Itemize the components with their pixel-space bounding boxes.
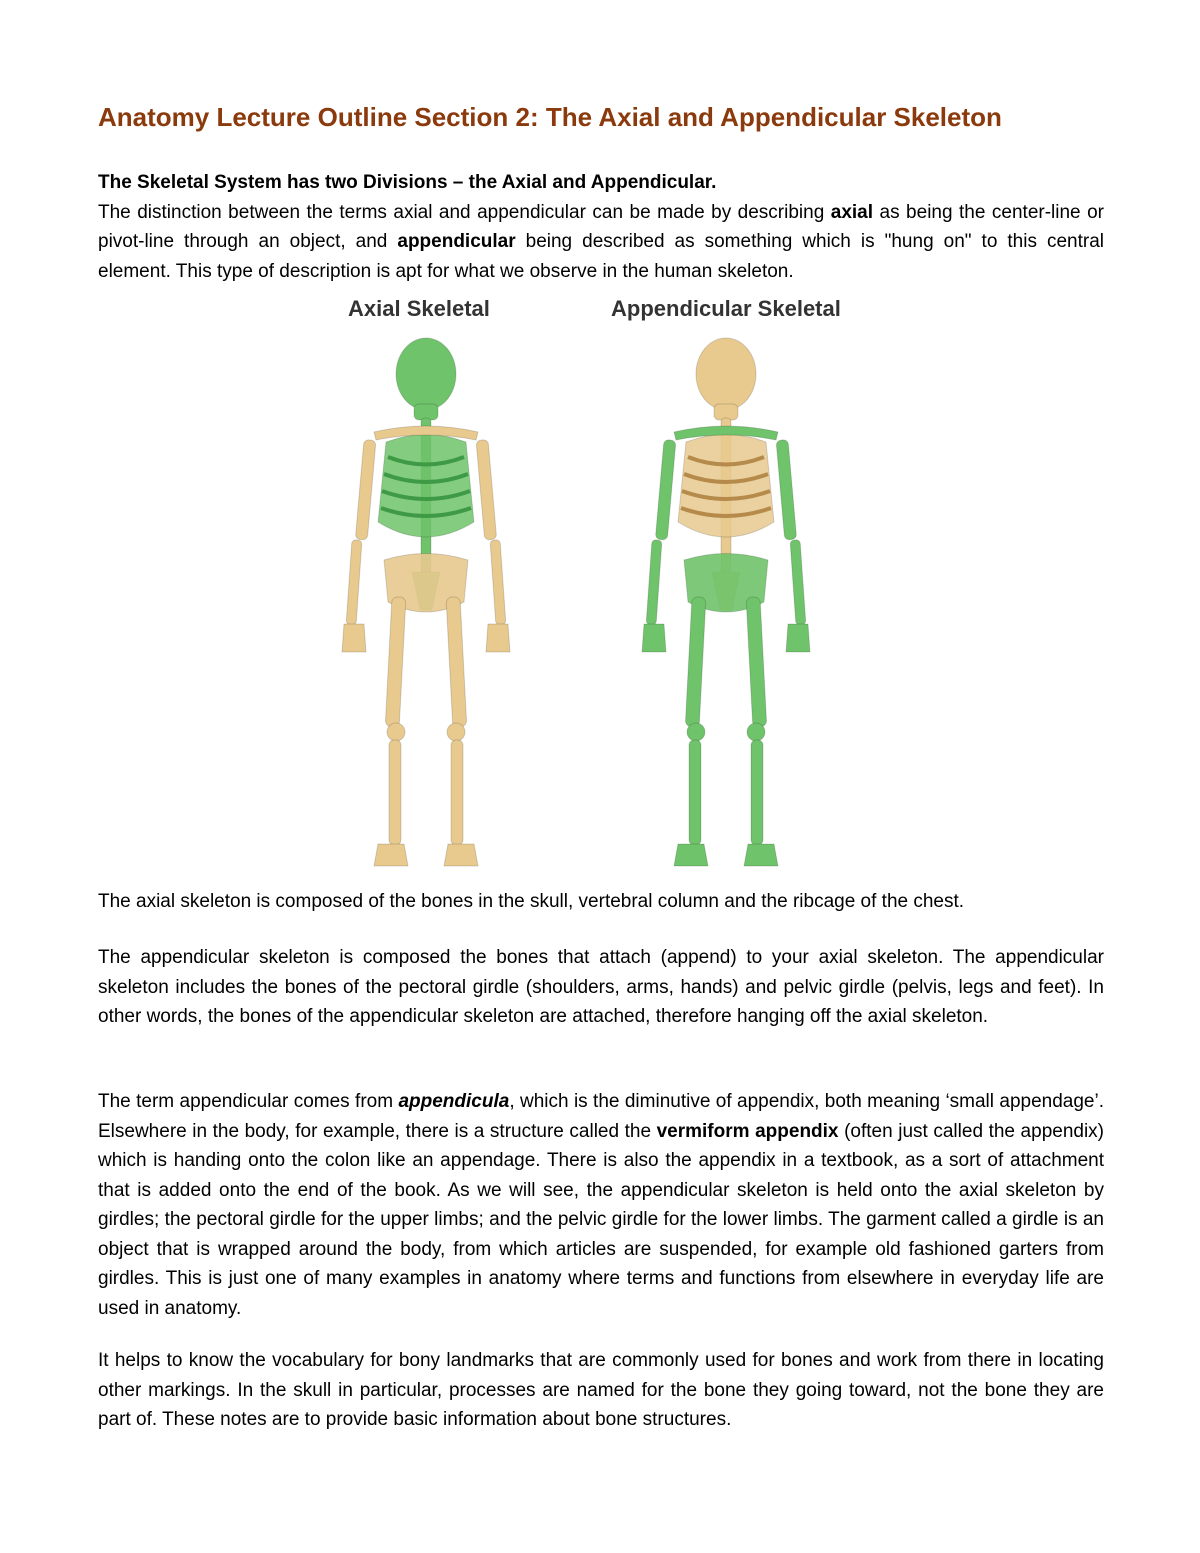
appendicular-bone-left [389,740,401,845]
appendicular-bone-left [342,624,366,652]
axial-figure-label: Axial Skeletal [348,296,490,321]
term-vermiform-appendix: vermiform appendix [656,1120,839,1142]
appendicular-bone-right [685,597,706,728]
appendicular-bone-right [642,624,666,652]
intro-subheading: The Skeletal System has two Divisions – the Axial and Appendicular. [98,172,717,193]
skeleton-figure [316,292,896,872]
appendicular-bone-right [646,540,662,625]
term-paragraph [98,1087,1104,1323]
appendicular-bone-left [490,540,506,625]
appendicular-bone-right [674,844,708,866]
term-text-1: The term appendicular comes from [98,1091,399,1112]
appendicular-bone-right [786,624,810,652]
intro-text-2: as being the center-line or pivot-line through an object, and [98,201,1105,252]
axial-skeleton-illustration [342,338,510,866]
appendicular-figure-label: Appendicular Skeletal [611,296,841,321]
term-appendicula: appendicula [398,1091,510,1112]
axial-bone-right [696,338,756,410]
appendicular-bone-right [687,723,705,741]
appendicular-bone-left [387,723,405,741]
vocab-paragraph: It helps to know the vocabulary for bony landmarks that are commonly used for bones and work from there in locating other markings. In the skull in particular, processes are named for the bone they going toward, not the bone they are part of. These notes are to provide basic information about bone structures. [98,1350,1104,1430]
intro-text-3: being described as something which is "hung on" to this central element. This type of description is apt for what we observe in the human skeleton. [98,231,1105,282]
appendicular-bone-left [355,439,376,540]
intro-text-1: The distinction between the terms axial and appendicular can be made by describing [98,201,831,223]
axial-bone-right [678,435,774,538]
appendicular-bone-left [451,740,463,845]
appendicular-bone-right [776,439,797,540]
appendicular-bone-right [746,597,767,728]
appendicular-bone-left [385,597,406,728]
intro-paragraph [98,168,1104,286]
appendicular-bone-left [447,723,465,741]
appendicular-bone-right [655,439,676,540]
appendicular-paragraph: The appendicular skeleton is composed the bones that attach (append) to your axial skeleton. The appendicular skeleton includes the bones of the pectoral girdle (shoulders, arms, hands) and pelvic girdle (pelvis, legs and feet). In other words, the bones of the appendicular skeleton are attached, therefore hanging off the axial skeleton. [98,947,1104,1027]
intro-term-appendicular: appendicular [397,231,516,252]
term-text-2: , which is the diminutive of appendix, both meaning ‘small appendage’. Elsewhere in the body, for example, there is a structure called the [98,1091,1104,1142]
intro-term-axial: axial [830,201,874,223]
appendicular-bone-left [444,844,478,866]
term-text-3: (often just called the appendix) which is handing onto the colon like an appendage. There is also the appendix in a textbook, as a sort of attachment that is added onto the end of the book. As we will see, the appendicular skeleton is held onto the axial skeleton by girdles; the pectoral girdle for the upper limbs; and the pelvic girdle for the lower limbs. The garment called a girdle is an object that is wrapped around the body, from which articles are suspended, for example old fashioned garters from girdles. This is just one of many examples in anatomy where terms and functions from elsewhere in everyday life are used in anatomy. [98,1120,1105,1319]
appendicular-bone-right [747,723,765,741]
appendicular-bone-right [744,844,778,866]
appendicular-bone-left [446,597,467,728]
appendicular-bone-right [689,740,701,845]
appendicular-bone-right [751,740,763,845]
axial-bone-left [396,338,456,410]
axial-paragraph: The axial skeleton is composed of the bones in the skull, vertebral column and the ribcage of the chest. [98,891,965,912]
appendicular-bone-left [486,624,510,652]
appendicular-bone-left [374,844,408,866]
axial-bone-left [378,435,474,538]
page-title: Anatomy Lecture Outline Section 2: The Axial and Appendicular Skeleton [98,102,1002,132]
appendicular-bone-left [346,540,362,625]
appendicular-bone-left [476,439,497,540]
appendicular-skeleton-illustration [642,338,810,866]
appendicular-bone-right [790,540,806,625]
